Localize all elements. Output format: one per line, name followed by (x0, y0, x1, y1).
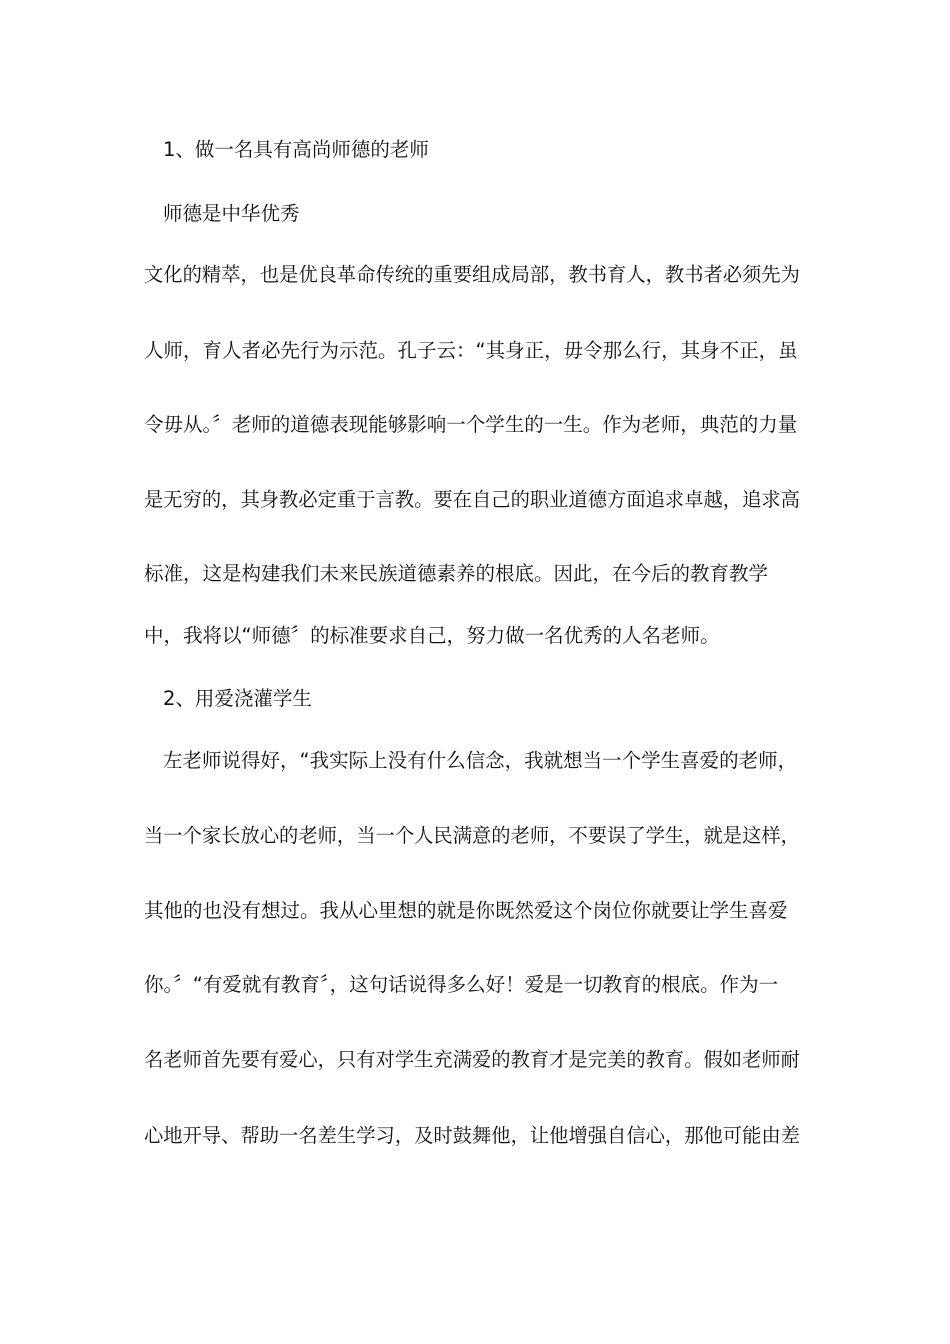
heading-2: 2、用爱浇灌学生 (163, 687, 312, 710)
paragraph-line: 人师，育人者必先行为示范。孔子云：“其身正，毋令那么行，其身不正，虽 (144, 339, 798, 362)
paragraph-line: 文化的精萃，也是优良革命传统的重要组成局部，教书育人，教书者必须先为 (144, 263, 800, 286)
paragraph-line: 心地开导、帮助一名差生学习，及时鼓舞他，让他增强自信心，那他可能由差 (144, 1124, 800, 1147)
paragraph-line: 当一个家长放心的老师，当一个人民满意的老师，不要误了学生，就是这样， (144, 824, 800, 847)
paragraph-line: 标准，这是构建我们未来民族道德素养的根底。因此，在今后的教育教学 (144, 562, 769, 585)
paragraph-line: 你。〞“有爱就有教育〞，这句话说得多么好！爱是一切教育的根底。作为一 (144, 973, 779, 996)
paragraph-line: 是无穷的，其身教必定重于言教。要在自己的职业道德方面追求卓越，追求高 (144, 488, 800, 511)
paragraph-line: 左老师说得好，“我实际上没有什么信念，我就想当一个学生喜爱的老师， (163, 749, 798, 772)
paragraph-line: 名老师首先要有爱心，只有对学生充满爱的教育才是完美的教育。假如老师耐 (144, 1048, 800, 1071)
paragraph-line: 其他的也没有想过。我从心里想的就是你既然爱这个岗位你就要让学生喜爱 (144, 899, 788, 922)
heading-1: 1、做一名具有高尚师德的老师 (163, 138, 429, 161)
paragraph-line: 中，我将以“师德〞的标准要求自己，努力做一名优秀的人名老师。 (144, 624, 720, 647)
paragraph-line: 师德是中华优秀 (163, 202, 300, 225)
paragraph-line: 令毋从。〞老师的道德表现能够影响一个学生的一生。作为老师，典范的力量 (144, 413, 798, 436)
